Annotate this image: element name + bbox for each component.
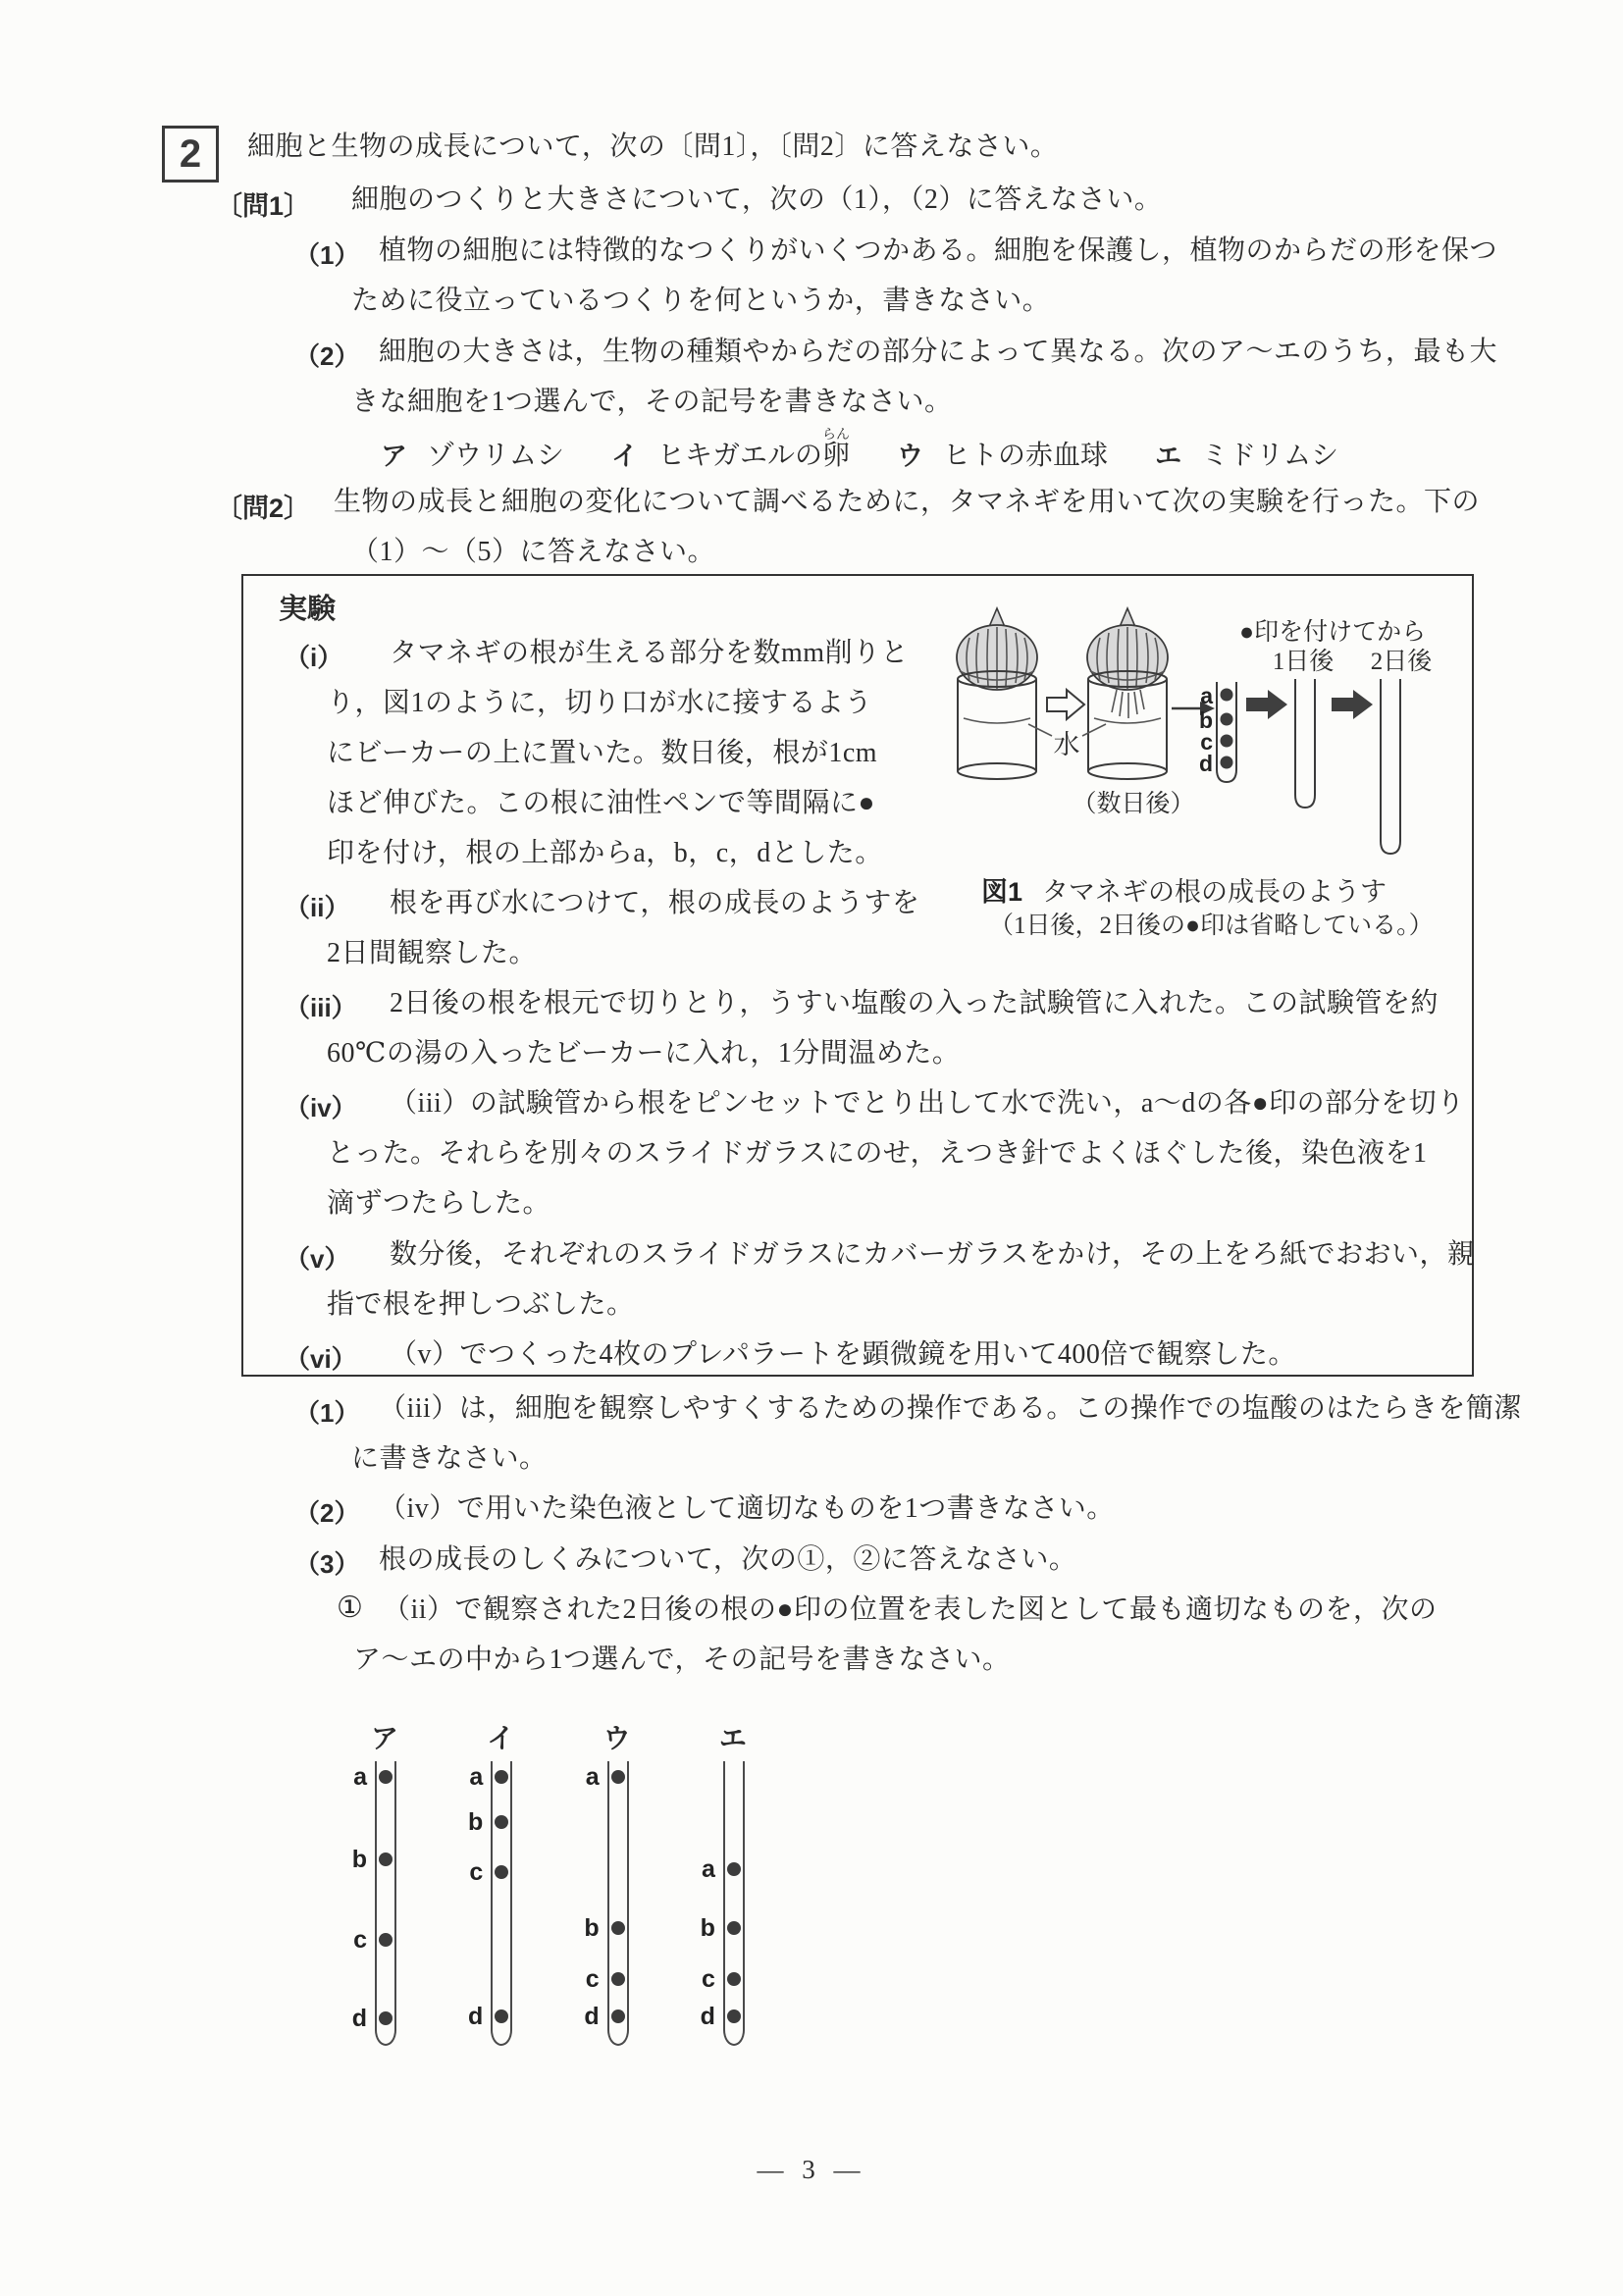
step-i-line2: り，図1のように，切り口が水に接するよう	[327, 688, 873, 718]
option-label: ア	[370, 1723, 398, 1753]
choice-e-label: エ	[1155, 442, 1182, 471]
choice-u-text: ヒトの赤血球	[943, 441, 1109, 471]
sub-question-marker: ①	[337, 1592, 364, 1624]
q1-item2-marker: （2）	[294, 341, 360, 371]
ink-mark-a	[611, 1770, 625, 1784]
figure-1-caption-note: （1日後，2日後の●印は省略している。）	[989, 913, 1434, 939]
section-number: 2	[179, 131, 202, 176]
step-v-marker: （v）	[285, 1244, 350, 1274]
step-iv-marker: （iv）	[285, 1093, 357, 1122]
choice-a	[381, 439, 564, 474]
ink-mark-label-a: a	[353, 1763, 367, 1791]
q1-intro: 細胞のつくりと大きさについて，次の（1），（2）に答えなさい。	[351, 184, 1163, 215]
ink-mark-a	[495, 1770, 508, 1784]
sub-question-line2: ア～エの中から1つ選んで，その記号を書きなさい。	[353, 1644, 1011, 1675]
ink-mark-label-a: a	[469, 1763, 484, 1791]
ink-mark-a	[727, 1862, 741, 1876]
choice-u-label: ウ	[897, 442, 924, 471]
ink-mark-label-b: b	[351, 1846, 367, 1873]
step-iv-line3: 滴ずつたらした。	[327, 1188, 551, 1219]
ink-mark-b	[495, 1815, 508, 1829]
marked-root	[1199, 682, 1236, 782]
ink-mark-label-b: b	[700, 1914, 715, 1942]
question2-line1: （iv）で用いた染色液として適切なものを1つ書きなさい。	[379, 1493, 1115, 1524]
q2-line1: 生物の成長と細胞の変化について調べるために，タマネギを用いて次の実験を行った。下の	[334, 487, 1480, 517]
legend-day1: 1日後	[1272, 649, 1335, 675]
after-days-label: （数日後）	[1072, 791, 1195, 817]
choice-u	[897, 439, 1108, 474]
question3-marker: （3）	[294, 1549, 360, 1579]
ink-mark-d	[495, 2009, 508, 2023]
mark-b-label: b	[1198, 707, 1213, 733]
ink-mark-label-d: d	[468, 2003, 484, 2030]
q1-item1-line2: ために役立っているつくりを何というか，書きなさい。	[351, 286, 1051, 316]
option-label: イ	[487, 1723, 515, 1753]
choice-a-label: ア	[381, 442, 407, 471]
ink-mark-label-c: c	[701, 1965, 715, 1993]
question1-line1: （iii）は，細胞を観察しやすくするための操作である。この操作での塩酸のはたらきを簡潔	[379, 1393, 1522, 1424]
option-label: エ	[718, 1723, 747, 1753]
option-ア	[334, 1717, 416, 2061]
ink-mark-c	[495, 1865, 508, 1879]
step-i-line4: ほど伸びた。この根に油性ペンで等間隔に●	[327, 788, 875, 818]
choice-a-text: ゾウリムシ	[427, 441, 565, 471]
ink-mark-label-c: c	[353, 1926, 367, 1954]
ink-mark-label-c: c	[585, 1965, 600, 1993]
q2-label: 〔問2〕	[216, 494, 311, 523]
ink-mark-c	[611, 1972, 625, 1986]
ink-mark-d	[611, 2009, 625, 2023]
choice-i-label: イ	[611, 442, 639, 471]
question1-line2: に書きなさい。	[351, 1443, 548, 1474]
sub-question-line1: （ii）で観察された2日後の根の●印の位置を表した図として最も適切なものを，次の	[383, 1594, 1438, 1625]
q1-item2-line2: きな細胞を1つ選んで，その記号を書きなさい。	[351, 387, 953, 417]
ink-mark-label-d: d	[584, 2003, 600, 2030]
option-エ	[682, 1717, 764, 2061]
step-i-line3: にビーカーの上に置いた。数日後，根が1cm	[327, 738, 878, 768]
q2-line2: （1）～（5）に答えなさい。	[351, 537, 716, 567]
beaker-2-icon	[1088, 671, 1167, 779]
water-label: 水	[1053, 730, 1080, 759]
root-tube	[723, 1761, 745, 2046]
figure-1-drawing	[944, 606, 1469, 950]
figure-1-caption: タマネギの根の成長のようす	[1042, 877, 1387, 907]
choice-i-text: ヒキガエルの卵らん	[657, 428, 851, 471]
choice-i	[611, 428, 850, 474]
bold-arrow-1-icon	[1246, 690, 1287, 719]
step-vi-marker: （vi）	[285, 1344, 357, 1374]
step-iv-line1: （iii）の試験管から根をピンセットでとり出して水で洗い，a～dの各●印の部分を切り	[390, 1088, 1465, 1119]
ink-mark-label-d: d	[351, 2005, 367, 2032]
figure-1	[944, 606, 1469, 950]
step-v-line2: 指で根を押しつぶした。	[327, 1289, 635, 1320]
option-ウ	[566, 1717, 649, 2061]
root-day1	[1295, 679, 1315, 808]
root-tube	[607, 1761, 629, 2046]
root-tube	[491, 1761, 512, 2046]
ink-mark-c	[727, 1972, 741, 1986]
ink-mark-label-c: c	[469, 1858, 484, 1886]
question3-line1: 根の成長のしくみについて，次の①，②に答えなさい。	[379, 1544, 1077, 1575]
page-number: — 3 —	[757, 2155, 866, 2184]
ink-mark-d	[379, 2011, 393, 2025]
onion-2-icon	[1087, 608, 1168, 718]
section-intro: 細胞と生物の成長について，次の〔問1〕，〔問2〕に答えなさい。	[247, 131, 1059, 162]
mark-a-label: a	[1200, 683, 1213, 708]
ink-mark-label-a: a	[585, 1763, 600, 1791]
ink-mark-b	[611, 1921, 625, 1935]
root-day2	[1381, 679, 1400, 854]
ink-mark-d	[727, 2009, 741, 2023]
choice-e-text: ミドリムシ	[1201, 441, 1339, 471]
option-イ	[449, 1717, 532, 2061]
beaker-1-icon	[958, 671, 1036, 779]
onion-1-icon	[957, 608, 1037, 690]
step-i-line1: タマネギの根が生える部分を数mm削りと	[390, 638, 910, 668]
step-ii-line2: 2日間観察した。	[327, 938, 538, 968]
step-i-marker: （i）	[285, 643, 343, 672]
ink-mark-label-a: a	[701, 1855, 715, 1883]
q1-choices	[381, 428, 1338, 474]
ink-mark-label-b: b	[584, 1914, 600, 1942]
step-iii-line1: 2日後の根を根元で切りとり，うすい塩酸の入った試験管に入れた。この試験管を約	[390, 988, 1440, 1018]
section-number-box	[162, 126, 219, 183]
question2-marker: （2）	[294, 1498, 360, 1528]
step-iii-marker: （iii）	[285, 993, 357, 1022]
step-iii-line2: 60℃の湯の入ったビーカーに入れ，1分間温めた。	[327, 1038, 961, 1069]
open-arrow-icon	[1047, 690, 1084, 719]
q1-item2-line1: 細胞の大きさは，生物の種類やからだの部分によって異なる。次のア～エのうち，最も大	[379, 337, 1498, 367]
step-v-line1: 数分後，それぞれのスライドガラスにカバーガラスをかけ，その上をろ紙でおおい，親	[390, 1239, 1476, 1270]
mark-c-label: c	[1200, 729, 1213, 755]
step-i-line5: 印を付け，根の上部からa，b，c，dとした。	[327, 838, 883, 868]
question1-marker: （1）	[294, 1398, 360, 1428]
step-vi-line1: （v）でつくった4枚のプレパラートを顕微鏡を用いて400倍で観察した。	[390, 1339, 1296, 1370]
choice-i-ruby: 卵らん	[822, 428, 851, 471]
q1-item1-marker: （1）	[294, 240, 360, 270]
option-label: ウ	[602, 1723, 631, 1753]
ink-mark-label-b: b	[468, 1808, 484, 1836]
experiment-title: 実験	[279, 594, 337, 625]
choice-e	[1155, 439, 1338, 474]
ink-mark-c	[379, 1933, 393, 1947]
q1-label: 〔問1〕	[216, 191, 311, 221]
ink-mark-b	[379, 1852, 393, 1866]
bold-arrow-2-icon	[1332, 690, 1373, 719]
ink-mark-a	[379, 1770, 393, 1784]
step-ii-line1: 根を再び水につけて，根の成長のようすを	[390, 888, 920, 918]
figure-1-number: 図1	[981, 877, 1023, 907]
step-iv-line2: とった。それらを別々のスライドガラスにのせ，えつき針でよくほぐした後，染色液を1	[327, 1138, 1428, 1169]
ink-mark-label-d: d	[700, 2003, 715, 2030]
step-ii-marker: （ii）	[285, 893, 350, 922]
q1-item1-line1: 植物の細胞には特徴的なつくりがいくつかある。細胞を保護し，植物のからだの形を保つ	[379, 235, 1498, 266]
ink-mark-b	[727, 1921, 741, 1935]
legend-title: ●印を付けてから	[1239, 619, 1427, 646]
root-tube	[375, 1761, 396, 2046]
legend-day2: 2日後	[1370, 649, 1433, 675]
mark-d-label: d	[1198, 751, 1213, 776]
